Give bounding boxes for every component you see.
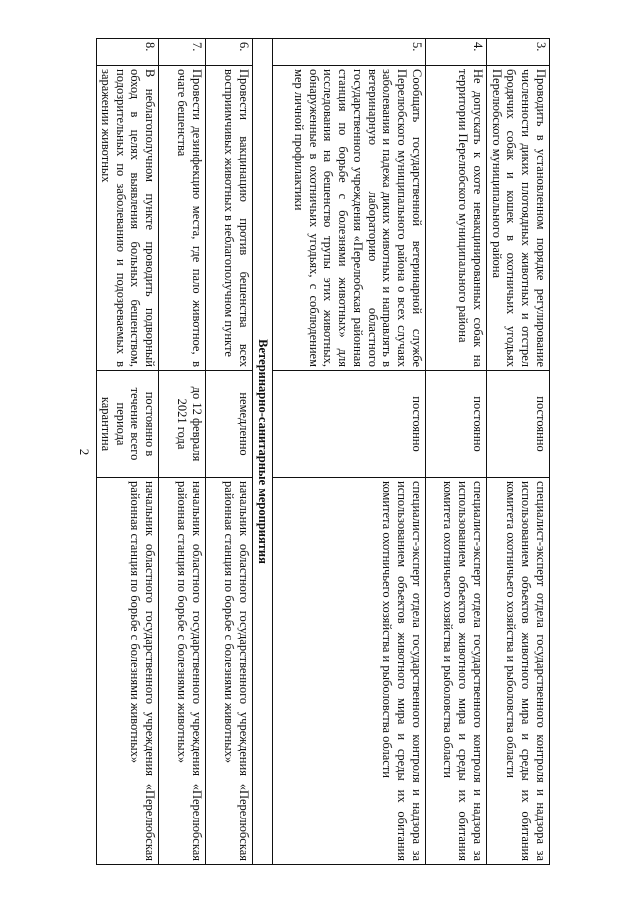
row-number: 5. (273, 39, 426, 66)
responsible-cell: специалист-эксперт отдела государственного контроля и надзора за использованием объектов животного мира и среды их обитания комитета охотничьего хозяйства и рыболовства области (426, 478, 487, 865)
responsible-cell: специалист-эксперт отдела государственного контроля и надзора за использованием объектов животного мира и среды их обитания комитета охотничьего хозяйства и рыболовства области (273, 478, 426, 865)
section-title: Ветеринарно-санитарные мероприятия (253, 39, 273, 865)
rotated-table-container (88, 38, 550, 865)
responsible-cell: начальник областного государственного учреждения «Перелюбская районная станция по борьбе с болезнями животных» (97, 478, 159, 865)
event-cell: Проводить в установленном порядке регулирование численности диких плотоядных животных и отстрел бродячих собак и кошек в охотничьих угодьях Перелюбского муниципального района (487, 66, 550, 371)
event-cell: Провести дезинфекцию места, где пало животное, в очаге бешенства (159, 66, 206, 371)
term-cell: немедленно (206, 371, 253, 478)
document-page (88, 38, 550, 865)
responsible-cell: начальник областного государственного учреждения «Перелюбская районная станция по борьбе с болезнями животных» (159, 478, 206, 865)
event-cell: В неблагополучном пункте проводить подворный обход в целях выявления больных бешенством, подозрительных по заболеванию и подозреваемых в заражении животных (97, 66, 159, 371)
table-row (206, 39, 253, 865)
term-cell: постоянно в течение всего периода карантина (97, 371, 159, 478)
event-cell: Сообщать государственной ветеринарной службе Перелюбского муниципального района о всех случаях заболевания и падежа диких животных и направлять в ветеринарную лабораторию областного государственного учреждения «Перелюбская районная станция по борьбе с болезнями животных» для исследования на бешенство трупы этих животных, обнаруженные в охотничьих угодьях, с соблюдением мер личной профилактики (273, 66, 426, 371)
table-row (426, 39, 487, 865)
page-number: 2 (77, 448, 92, 456)
event-cell: Не допускать к охоте невакцинированных собак на территории Перелюбского муниципального района (426, 66, 487, 371)
row-number: 6. (206, 39, 253, 66)
term-cell: постоянно (273, 371, 426, 478)
table-row (273, 39, 426, 865)
measures-table (96, 38, 550, 865)
table-row (487, 39, 550, 865)
row-number: 3. (487, 39, 550, 66)
section-row (253, 39, 273, 865)
term-cell: постоянно (487, 371, 550, 478)
row-number: 8. (97, 39, 159, 66)
term-cell: постоянно (426, 371, 487, 478)
table-row (159, 39, 206, 865)
term-cell: до 12 февраля 2021 года (159, 371, 206, 478)
event-cell: Провести вакцинацию против бешенства всех восприимчивых животных в неблагополучном пункте (206, 66, 253, 371)
row-number: 7. (159, 39, 206, 66)
table-row (97, 39, 159, 865)
row-number: 4. (426, 39, 487, 66)
responsible-cell: начальник областного государственного учреждения «Перелюбская районная станция по борьбе с болезнями животных» (206, 478, 253, 865)
responsible-cell: специалист-эксперт отдела государственного контроля и надзора за использованием объектов животного мира и среды их обитания комитета охотничьего хозяйства и рыболовства области (487, 478, 550, 865)
